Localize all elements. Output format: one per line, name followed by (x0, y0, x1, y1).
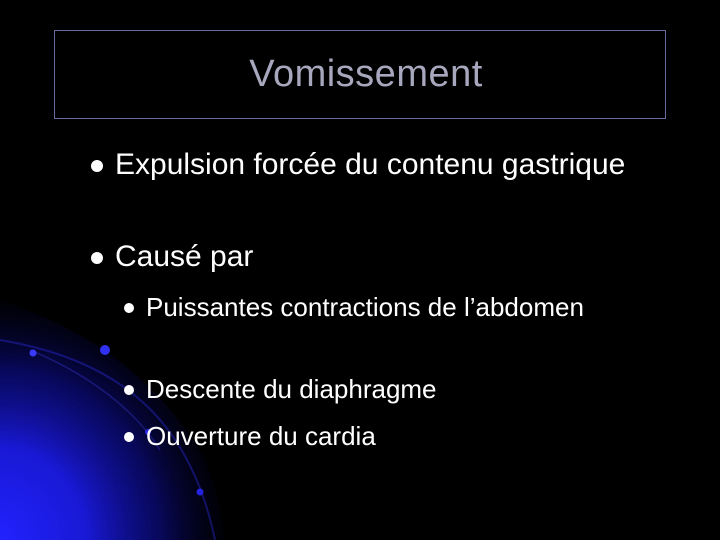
sub-bullet-item (146, 375, 626, 404)
deco-dot (100, 345, 110, 355)
bullet-text: Causé par (115, 240, 254, 273)
bullet-dot-icon (124, 303, 134, 313)
bullet-text: Puissantes contractions de l’abdomen (146, 292, 584, 322)
deco-dot (197, 489, 204, 496)
bullet-text: Expulsion forcée du contenu gastrique (115, 148, 626, 181)
bullet-item (115, 240, 635, 274)
sub-bullet-item (146, 422, 626, 451)
bullet-item (115, 148, 635, 182)
bullet-dot-icon (91, 252, 103, 264)
slide-title: Vomissement (249, 53, 483, 95)
bullet-dot-icon (124, 432, 134, 442)
bullet-dot-icon (91, 160, 103, 172)
sub-bullet-item (146, 293, 626, 322)
deco-dot (30, 350, 37, 357)
bullet-dot-icon (124, 385, 134, 395)
bullet-text: Ouverture du cardia (146, 421, 376, 451)
bullet-text: Descente du diaphragme (146, 374, 437, 404)
title-box (54, 30, 666, 119)
